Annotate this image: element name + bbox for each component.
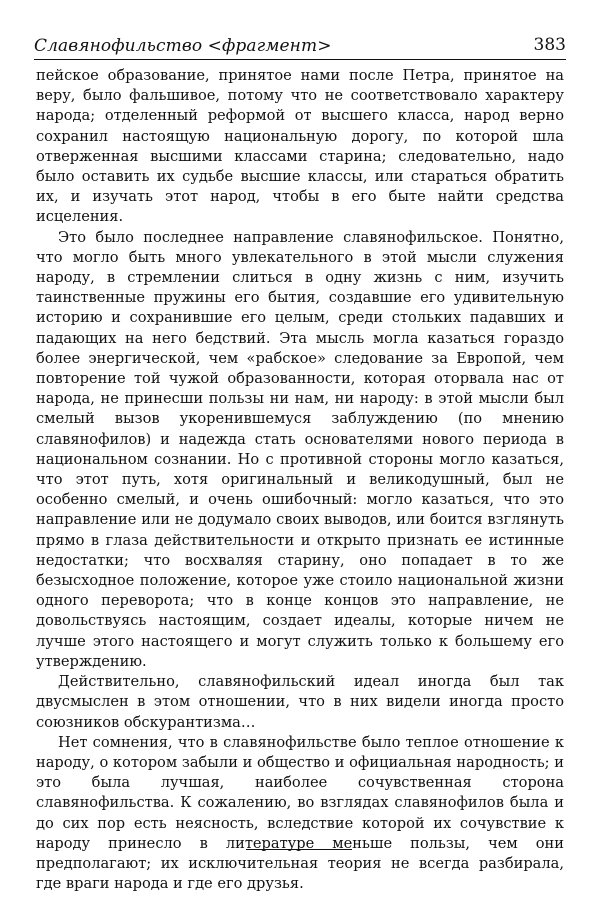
paragraph: Действительно, славянофильский идеал иногда был так двусмыслен в этом отношении, что в них видели иногда просто союзников обскурантизма… bbox=[36, 673, 564, 731]
paragraph: Это было последнее направление славянофильское. Понятно, что могло быть много увлекательного в этой мысли служения народу, в стремлении слиться в одну жизнь с ним, изучить таинственные пружины его бытия, создавшие его удивительную историю и сохранившие его целым, среди стольких падавших и падающих на него бедствий. Эта мысль могла казаться гораздо более энергической, чем «рабское» следование за Европой, чем повторение той чужой образованности, которая оторвала нас от народа, не принесши пользы ни нам, ни народу: в этой мысли был смелый вызов укоренившемуся заблуждению (по мнению славянофилов) и надежда стать основателями нового периода в национальном сознании. Но с противной стороны могло казаться, что этот путь, хотя оригинальный и великодушный, был не особенно смелый, и очень ошибочный: могло казаться, что это направление или не додумало своих выводов, или боится взглянуть прямо в глаза действительности и открыто признать ее истинные недостатки; что восхваляя старину, оно попадает в то же безысходное положение, которое уже стоило национальной жизни одного переворота; что в конце концов это направление, не довольствуясь настоящим, создает идеалы, которые ничем не лучше этого настоящего и могут служить только к большему его утверждению. bbox=[36, 228, 564, 670]
paragraph: пейское образование, принятое нами после Петра, принятое на веру, было фальшивое, потому что не соответствовало характеру народа; отделенный реформой от высшего класса, народ верно сохранил настоящую национальную дорогу, по которой шла отверженная высшими классами старина; следовательно, надо было оставить их судьбе высшие классы, или стараться обратить их, и изучать этот народ, чтобы в его быте найти средства исцеления. bbox=[36, 67, 564, 226]
header-rule bbox=[34, 59, 566, 60]
paragraph: Нет сомнения, что в славянофильстве было теплое отношение к народу, о котором забыли и общество и официальная народность; и это была лучшая, наиболее сочувственная сторона славянофильства. К сожалению, во взглядах славянофилов была и до сих пор есть неясность, вследствие которой их сочувствие к народу принесло в литературе меньше пользы, чем они предполагают; их исключительная теория не всегда разбирала, где враги народа и где его друзья. bbox=[36, 733, 564, 893]
running-head: Славянофильство <фрагмент> bbox=[34, 36, 332, 56]
page-header bbox=[34, 32, 566, 58]
end-rule bbox=[246, 849, 352, 850]
page-body bbox=[36, 66, 564, 894]
page-number: 383 bbox=[533, 35, 566, 55]
